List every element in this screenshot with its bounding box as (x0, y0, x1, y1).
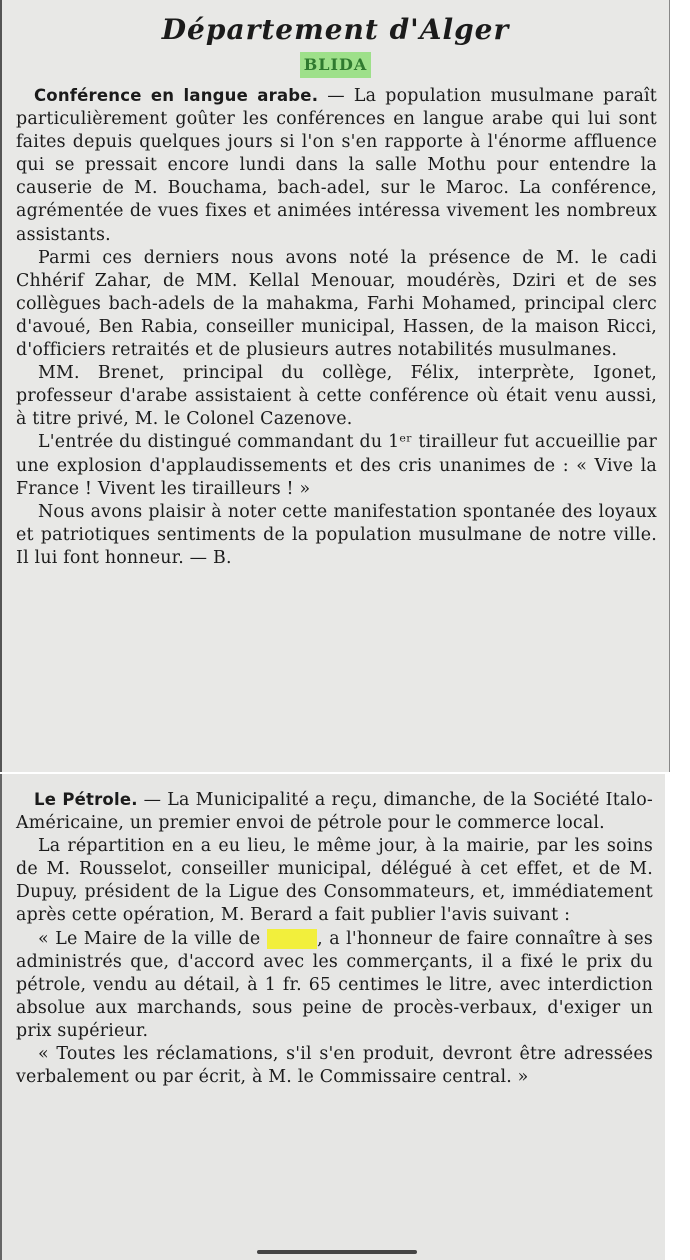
article-petrole (2, 774, 665, 1089)
clipping-bottom (0, 774, 665, 1260)
article-conference-paragraph-4: L'entrée du distingué commandant du 1ᵉʳ tirailleur fut accueillie par une explosion d'applaudissements et des cris unanimes de : « Vive la France ! Vivent les tirailleurs ! » (16, 432, 657, 499)
article-petrole-paragraph-2: La répartition en a eu lieu, le même jour, à la mairie, par les soins de M. Rousselot, conseiller municipal, délégué à cet effet, et de M. Dupuy, président de la Ligue des Consommateurs, et, immédiatement après cette opération, M. Berard a fait publier l'avis suivant : (16, 836, 653, 926)
article-petrole-rubric: Le Pétrole. (34, 790, 138, 809)
article-conference-paragraph-1 (16, 84, 657, 247)
article-petrole-paragraph-3 (16, 928, 653, 1043)
article-conference-paragraph-3: MM. Brenet, principal du collège, Félix, interprète, Igonet, professeur d'arabe assistaient à cette conférence où était venu aussi, à titre privé, M. le Colonel Cazenove. (16, 363, 657, 430)
column-end-rule (257, 1250, 417, 1254)
town-name-highlight: BLIDA (300, 52, 372, 78)
article-conference-paragraph-2: Parmi ces derniers nous avons noté la présence de M. le cadi Chhérif Zahar, de MM. Kellal Menouar, moudérès, Dziri et de ses collègues bach-adels de la mahakma, Farhi Mohamed, principal clerc d'avoué, Ben Rabia, conseiller municipal, Hassen, de la maison Ricci, d'officiers retraités et de plusieurs autres notabilités musulmanes. (16, 247, 657, 361)
notice-text-after: , a l'honneur de faire connaître à ses administrés que, d'accord avec les commerçants, il a fixé le prix du pétrole, vendu au détail, à 1 fr. 65 centimes le litre, avec interdiction absolue aux marchands, sous peine de procès-verbaux, d'exiger un prix supérieur. (16, 928, 653, 1041)
article-petrole-paragraph-1 (16, 788, 653, 835)
article-petrole-text-1: — La Municipalité a reçu, dimanche, de la Société Italo-Américaine, un premier envoi de pétrole pour le commerce local. (16, 790, 653, 834)
article-conference-rubric: Conférence en langue arabe. (34, 86, 319, 105)
notice-text-before: « Le Maire de la ville de (38, 928, 261, 949)
department-heading: Département d'Alger (161, 13, 510, 46)
article-petrole-paragraph-4: « Toutes les réclamations, s'il s'en produit, devront être adressées verbalement ou par écrit, à M. le Commissaire central. » (16, 1044, 653, 1088)
town-name-redacted-highlight: Blida (268, 928, 316, 949)
town-heading (2, 52, 669, 78)
article-conference-text-1: — La population musulmane paraît particulièrement goûter les conférences en langue arabe qui lui sont faites depuis quelques jours si l'on s'en rapporte à l'énorme affluence qui se pressait encore lundi dans la salle Mothu pour entendre la causerie de M. Bouchama, bach-adel, sur le Maroc. La conférence, agrémentée de vues fixes et animées intéressa vivement les nombreux assistants. (16, 86, 657, 245)
article-conference (2, 84, 669, 570)
article-conference-paragraph-5: Nous avons plaisir à noter cette manifestation spontanée des loyaux et patriotiques sentiments de la population musulmane de notre ville. Il lui font honneur. — B. (16, 501, 657, 568)
